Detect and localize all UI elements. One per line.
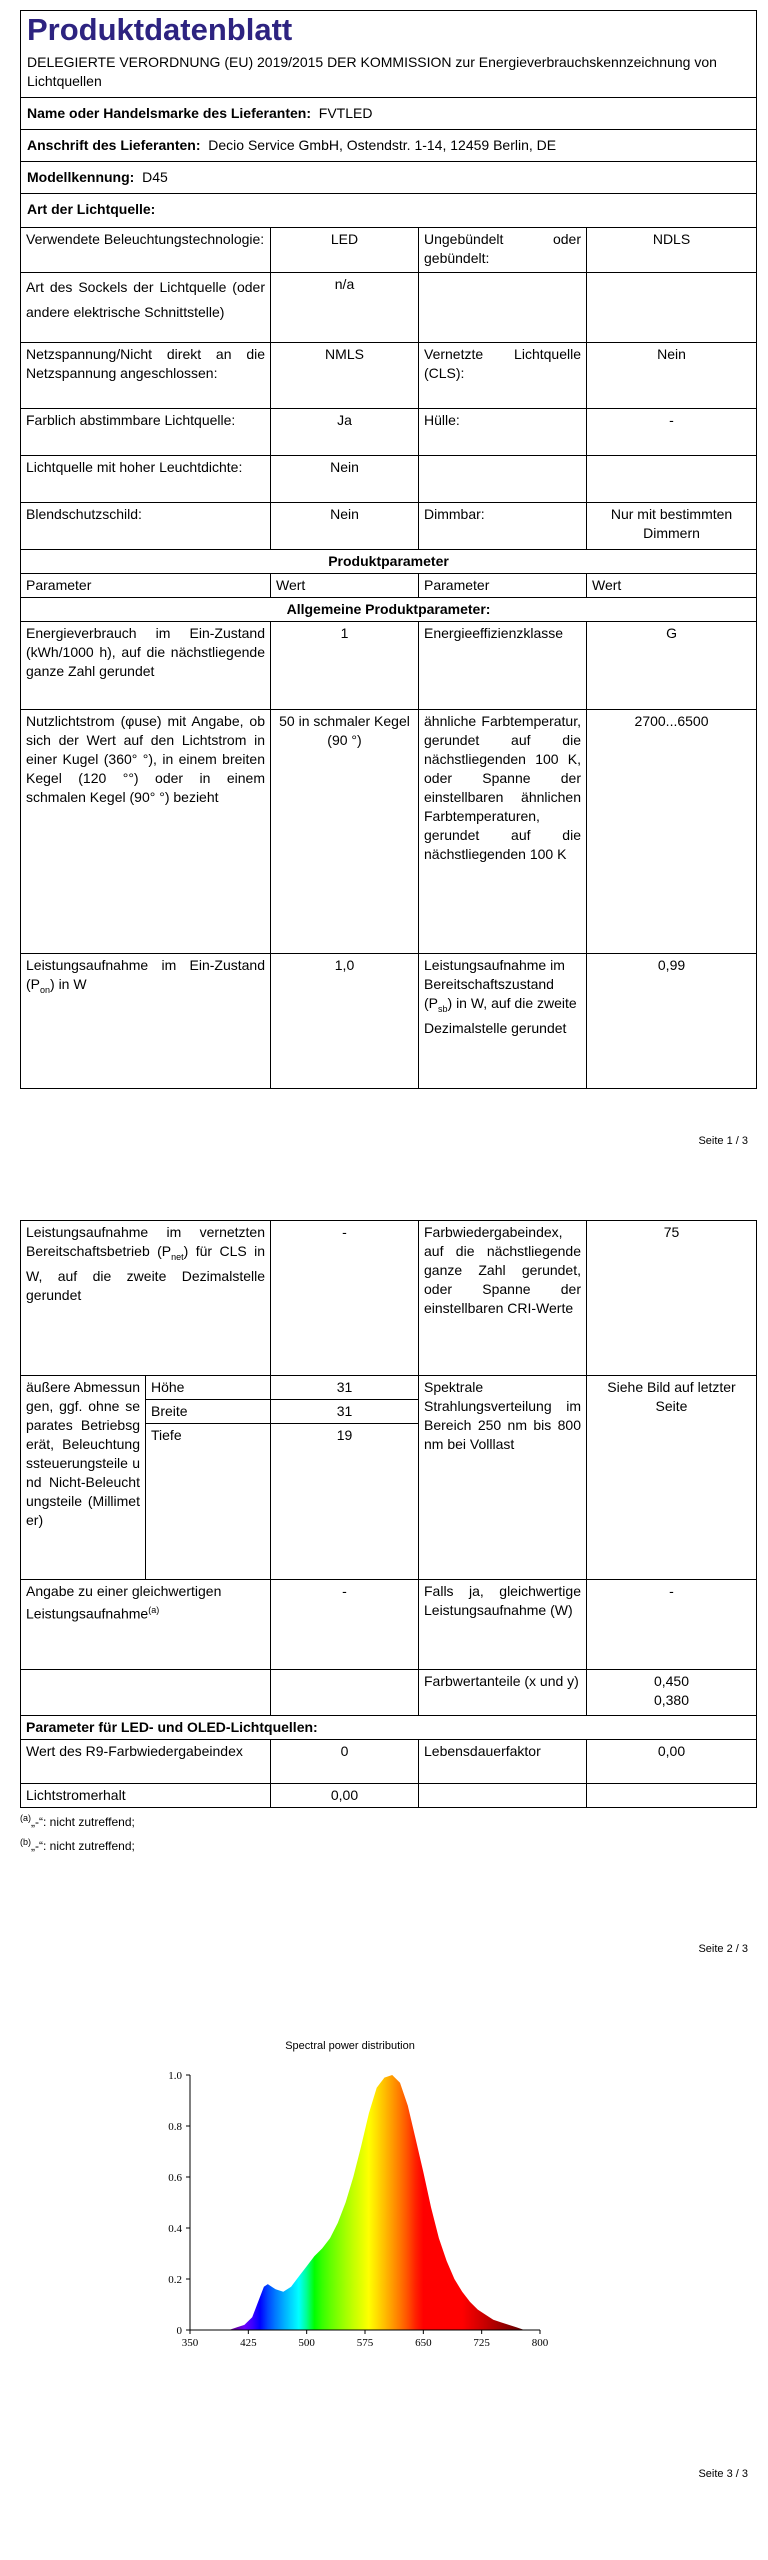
page-number-1: Seite 1 / 3 <box>698 1135 748 1147</box>
x-tick-label: 425 <box>240 2337 257 2349</box>
column-header-parameter: Parameter <box>21 574 271 598</box>
page-1 <box>20 10 756 1089</box>
datasheet-table-page2 <box>20 1220 757 1808</box>
page-title: Produktdatenblatt <box>27 12 293 47</box>
header-cell <box>21 11 757 98</box>
column-header-parameter: Parameter <box>419 574 587 598</box>
y-tick-label: 0.8 <box>168 2121 182 2133</box>
param-row <box>21 1784 757 1808</box>
general-params-heading: Allgemeine Produktparameter: <box>21 598 757 622</box>
footnote <box>20 1832 756 1856</box>
empty-cell <box>587 1784 757 1808</box>
model-value: D45 <box>142 169 168 185</box>
depth-value: 19 <box>271 1424 419 1580</box>
row-label: Blendschutzschild: <box>21 503 271 550</box>
param-row <box>21 1221 757 1376</box>
spectral-chart-svg <box>120 2040 580 2370</box>
footnote-marker: (b) <box>20 1837 31 1847</box>
row-label: Lichtstromerhalt <box>21 1784 271 1808</box>
row-value: 0,99 <box>587 954 757 1089</box>
label-subscript: net <box>171 1251 184 1262</box>
y-tick-label: 1.0 <box>168 2070 182 2082</box>
row-value: LED <box>271 228 419 273</box>
row-value <box>587 273 757 343</box>
x-tick-label: 575 <box>356 2337 374 2349</box>
params-column-headers <box>21 574 757 598</box>
page-number-2: Seite 2 / 3 <box>698 1943 748 1955</box>
label-part: ) in W, auf die zweite Dezimalstelle gerundet <box>424 995 577 1036</box>
row-label: Verwendete Beleuchtungstechnologie: <box>21 228 271 273</box>
row-label: Lebensdauerfaktor <box>419 1740 587 1784</box>
y-tick-label: 0.4 <box>168 2223 182 2235</box>
row-value: Nur mit bestimmten Dimmern <box>587 503 757 550</box>
column-header-value: Wert <box>587 574 757 598</box>
label-part: Leistungsaufnahme im vernetzten Bereitschaftsbetrieb (P <box>26 1224 265 1259</box>
light-source-heading: Art der Lichtquelle: <box>21 194 757 228</box>
light-source-row <box>21 343 757 409</box>
row-value: 0 <box>271 1740 419 1784</box>
row-value: - <box>271 1221 419 1376</box>
supplier-address-value: Decio Service GmbH, Ostendstr. 1-14, 12459 Berlin, DE <box>208 137 557 153</box>
row-label: Nutzlichtstrom (φuse) mit Angabe, ob sich der Wert auf den Lichtstrom in einer Kugel (360° °), in einem breiten Kegel (120 °°) oder in einem schmalen Kegel (90° °) bezieht <box>21 710 271 954</box>
light-source-row <box>21 503 757 550</box>
x-tick-label: 350 <box>181 2337 199 2349</box>
param-row <box>21 954 757 1089</box>
y-tick-label: 0 <box>176 2325 182 2337</box>
label-subscript: sb <box>438 1003 448 1014</box>
y-tick-label: 0.6 <box>168 2172 182 2184</box>
row-label: Art des Sockels der Lichtquelle (oder andere elektrische Schnittstelle) <box>21 273 271 343</box>
label-part: Leistungsaufnahme im Ein-Zustand (P <box>26 957 265 992</box>
footnote <box>20 1808 756 1832</box>
label-part: Leistungsaufnahme im Bereitschaftszustand (P <box>424 957 565 1011</box>
model-row <box>21 162 757 194</box>
height-label: Höhe <box>146 1376 271 1400</box>
supplier-address-row <box>21 130 757 162</box>
supplier-name-value: FVTLED <box>318 105 373 121</box>
row-value: 2700...6500 <box>587 710 757 954</box>
row-label: Lichtquelle mit hoher Leuchtdichte: <box>21 456 271 503</box>
regulation-subtitle: DELEGIERTE VERORDNUNG (EU) 2019/2015 DER KOMMISSION zur Energieverbrauchskennzeichnung von Lichtquellen <box>27 54 717 89</box>
row-label <box>21 1580 271 1670</box>
row-value: 0,00 <box>271 1784 419 1808</box>
row-value: Ja <box>271 409 419 456</box>
row-label: Energieeffizienzklasse <box>419 622 587 710</box>
y-tick-label: 0.2 <box>168 2274 182 2286</box>
row-label <box>419 273 587 343</box>
height-value: 31 <box>271 1376 419 1400</box>
chromaticity-y: 0,380 <box>653 1692 690 1708</box>
supplier-name-label: Name oder Handelsmarke des Lieferanten: <box>27 105 311 121</box>
row-label: Wert des R9-Farbwiedergabeindex <box>21 1740 271 1784</box>
param-row <box>21 1740 757 1784</box>
empty-cell <box>21 1670 271 1716</box>
chart-title: Spectral power distribution <box>285 2040 415 2052</box>
row-label: Hülle: <box>419 409 587 456</box>
row-value: Nein <box>271 503 419 550</box>
supplier-address-label: Anschrift des Lieferanten: <box>27 137 201 153</box>
x-tick-label: 725 <box>473 2337 490 2349</box>
product-params-heading: Produktparameter <box>21 550 757 574</box>
row-value: - <box>271 1580 419 1670</box>
param-row <box>21 710 757 954</box>
spectral-chart <box>120 2040 580 2370</box>
row-value <box>587 456 757 503</box>
empty-cell <box>419 1784 587 1808</box>
label-superscript: (a) <box>148 1605 160 1615</box>
x-tick-label: 650 <box>415 2337 432 2349</box>
row-label <box>21 954 271 1089</box>
footnotes <box>20 1808 756 1856</box>
depth-label: Tiefe <box>146 1424 271 1580</box>
row-value: Nein <box>587 343 757 409</box>
label-subscript: on <box>40 984 51 995</box>
light-source-row <box>21 409 757 456</box>
row-label <box>21 1221 271 1376</box>
row-value: 50 in schmaler Kegel (90 °) <box>271 710 419 954</box>
spectrum-area <box>209 2075 524 2330</box>
model-label: Modellkennung: <box>27 169 135 185</box>
row-value: Nein <box>271 456 419 503</box>
light-source-row <box>21 228 757 273</box>
x-tick-label: 800 <box>531 2337 549 2349</box>
column-header-value: Wert <box>271 574 419 598</box>
row-label: Energieverbrauch im Ein-Zustand (kWh/1000 h), auf die nächstliegende ganze Zahl gerundet <box>21 622 271 710</box>
datasheet-table-page1 <box>20 10 757 1089</box>
row-value: - <box>587 409 757 456</box>
spectral-distribution-label: Spektrale Strahlungsverteilung im Bereich 250 nm bis 800 nm bei Volllast <box>419 1376 587 1580</box>
width-value: 31 <box>271 1400 419 1424</box>
light-source-row <box>21 273 757 343</box>
row-value: n/a <box>271 273 419 343</box>
label-part: ) in W <box>50 976 87 992</box>
row-label: Farbwertanteile (x und y) <box>419 1670 587 1716</box>
row-label: Dimmbar: <box>419 503 587 550</box>
dimensions-label: äußere Abmessungen, ggf. ohne separates Betriebsgerät, Beleuchtungssteuerungsteile und Nicht-Beleuchtungsteile (Millimeter) <box>21 1376 146 1580</box>
x-tick-label: 500 <box>298 2337 315 2349</box>
row-value: 0,00 <box>587 1740 757 1784</box>
page-number-3: Seite 3 / 3 <box>698 2468 748 2480</box>
footnote-text: „-“: nicht zutreffend; <box>31 1815 135 1829</box>
light-source-row <box>21 456 757 503</box>
chromaticity-x: 0,450 <box>653 1673 690 1689</box>
row-value: NDLS <box>587 228 757 273</box>
label-part: ) für CLS in W, auf die zweite Dezimalstelle gerundet <box>26 1243 265 1303</box>
spectral-distribution-value: Siehe Bild auf letzter Seite <box>587 1376 757 1580</box>
width-label: Breite <box>146 1400 271 1424</box>
row-label <box>419 456 587 503</box>
dimension-row <box>21 1376 757 1400</box>
row-label: Netzspannung/Nicht direkt an die Netzspannung angeschlossen: <box>21 343 271 409</box>
row-value: G <box>587 622 757 710</box>
param-row <box>21 1670 757 1716</box>
param-row <box>21 1580 757 1670</box>
row-label: Vernetzte Lichtquelle (CLS): <box>419 343 587 409</box>
chromaticity-values <box>587 1670 757 1716</box>
supplier-name-row <box>21 98 757 130</box>
led-params-heading: Parameter für LED- und OLED-Lichtquellen: <box>21 1716 757 1740</box>
label-part: Angabe zu einer gleichwertigen Leistungsaufnahme <box>26 1583 222 1622</box>
row-value: 1,0 <box>271 954 419 1089</box>
row-value: NMLS <box>271 343 419 409</box>
empty-cell <box>271 1670 419 1716</box>
param-row <box>21 622 757 710</box>
row-value: - <box>587 1580 757 1670</box>
footnote-text: „-“: nicht zutreffend; <box>31 1839 135 1853</box>
row-label: Falls ja, gleichwertige Leistungsaufnahme (W) <box>419 1580 587 1670</box>
page-2 <box>20 1220 756 1856</box>
row-value: 1 <box>271 622 419 710</box>
footnote-marker: (a) <box>20 1813 31 1823</box>
row-label <box>419 954 587 1089</box>
row-label: Ungebündelt oder gebündelt: <box>419 228 587 273</box>
row-label: Farbwiedergabeindex, auf die nächstliegende ganze Zahl gerundet, oder Spanne der einstellbaren CRI-Werte <box>419 1221 587 1376</box>
row-value: 75 <box>587 1221 757 1376</box>
row-label: Farblich abstimmbare Lichtquelle: <box>21 409 271 456</box>
row-label: ähnliche Farbtemperatur, gerundet auf die nächstliegenden 100 K, oder Spanne der einstellbaren ähnlichen Farbtemperaturen, gerundet auf die nächstliegenden 100 K <box>419 710 587 954</box>
